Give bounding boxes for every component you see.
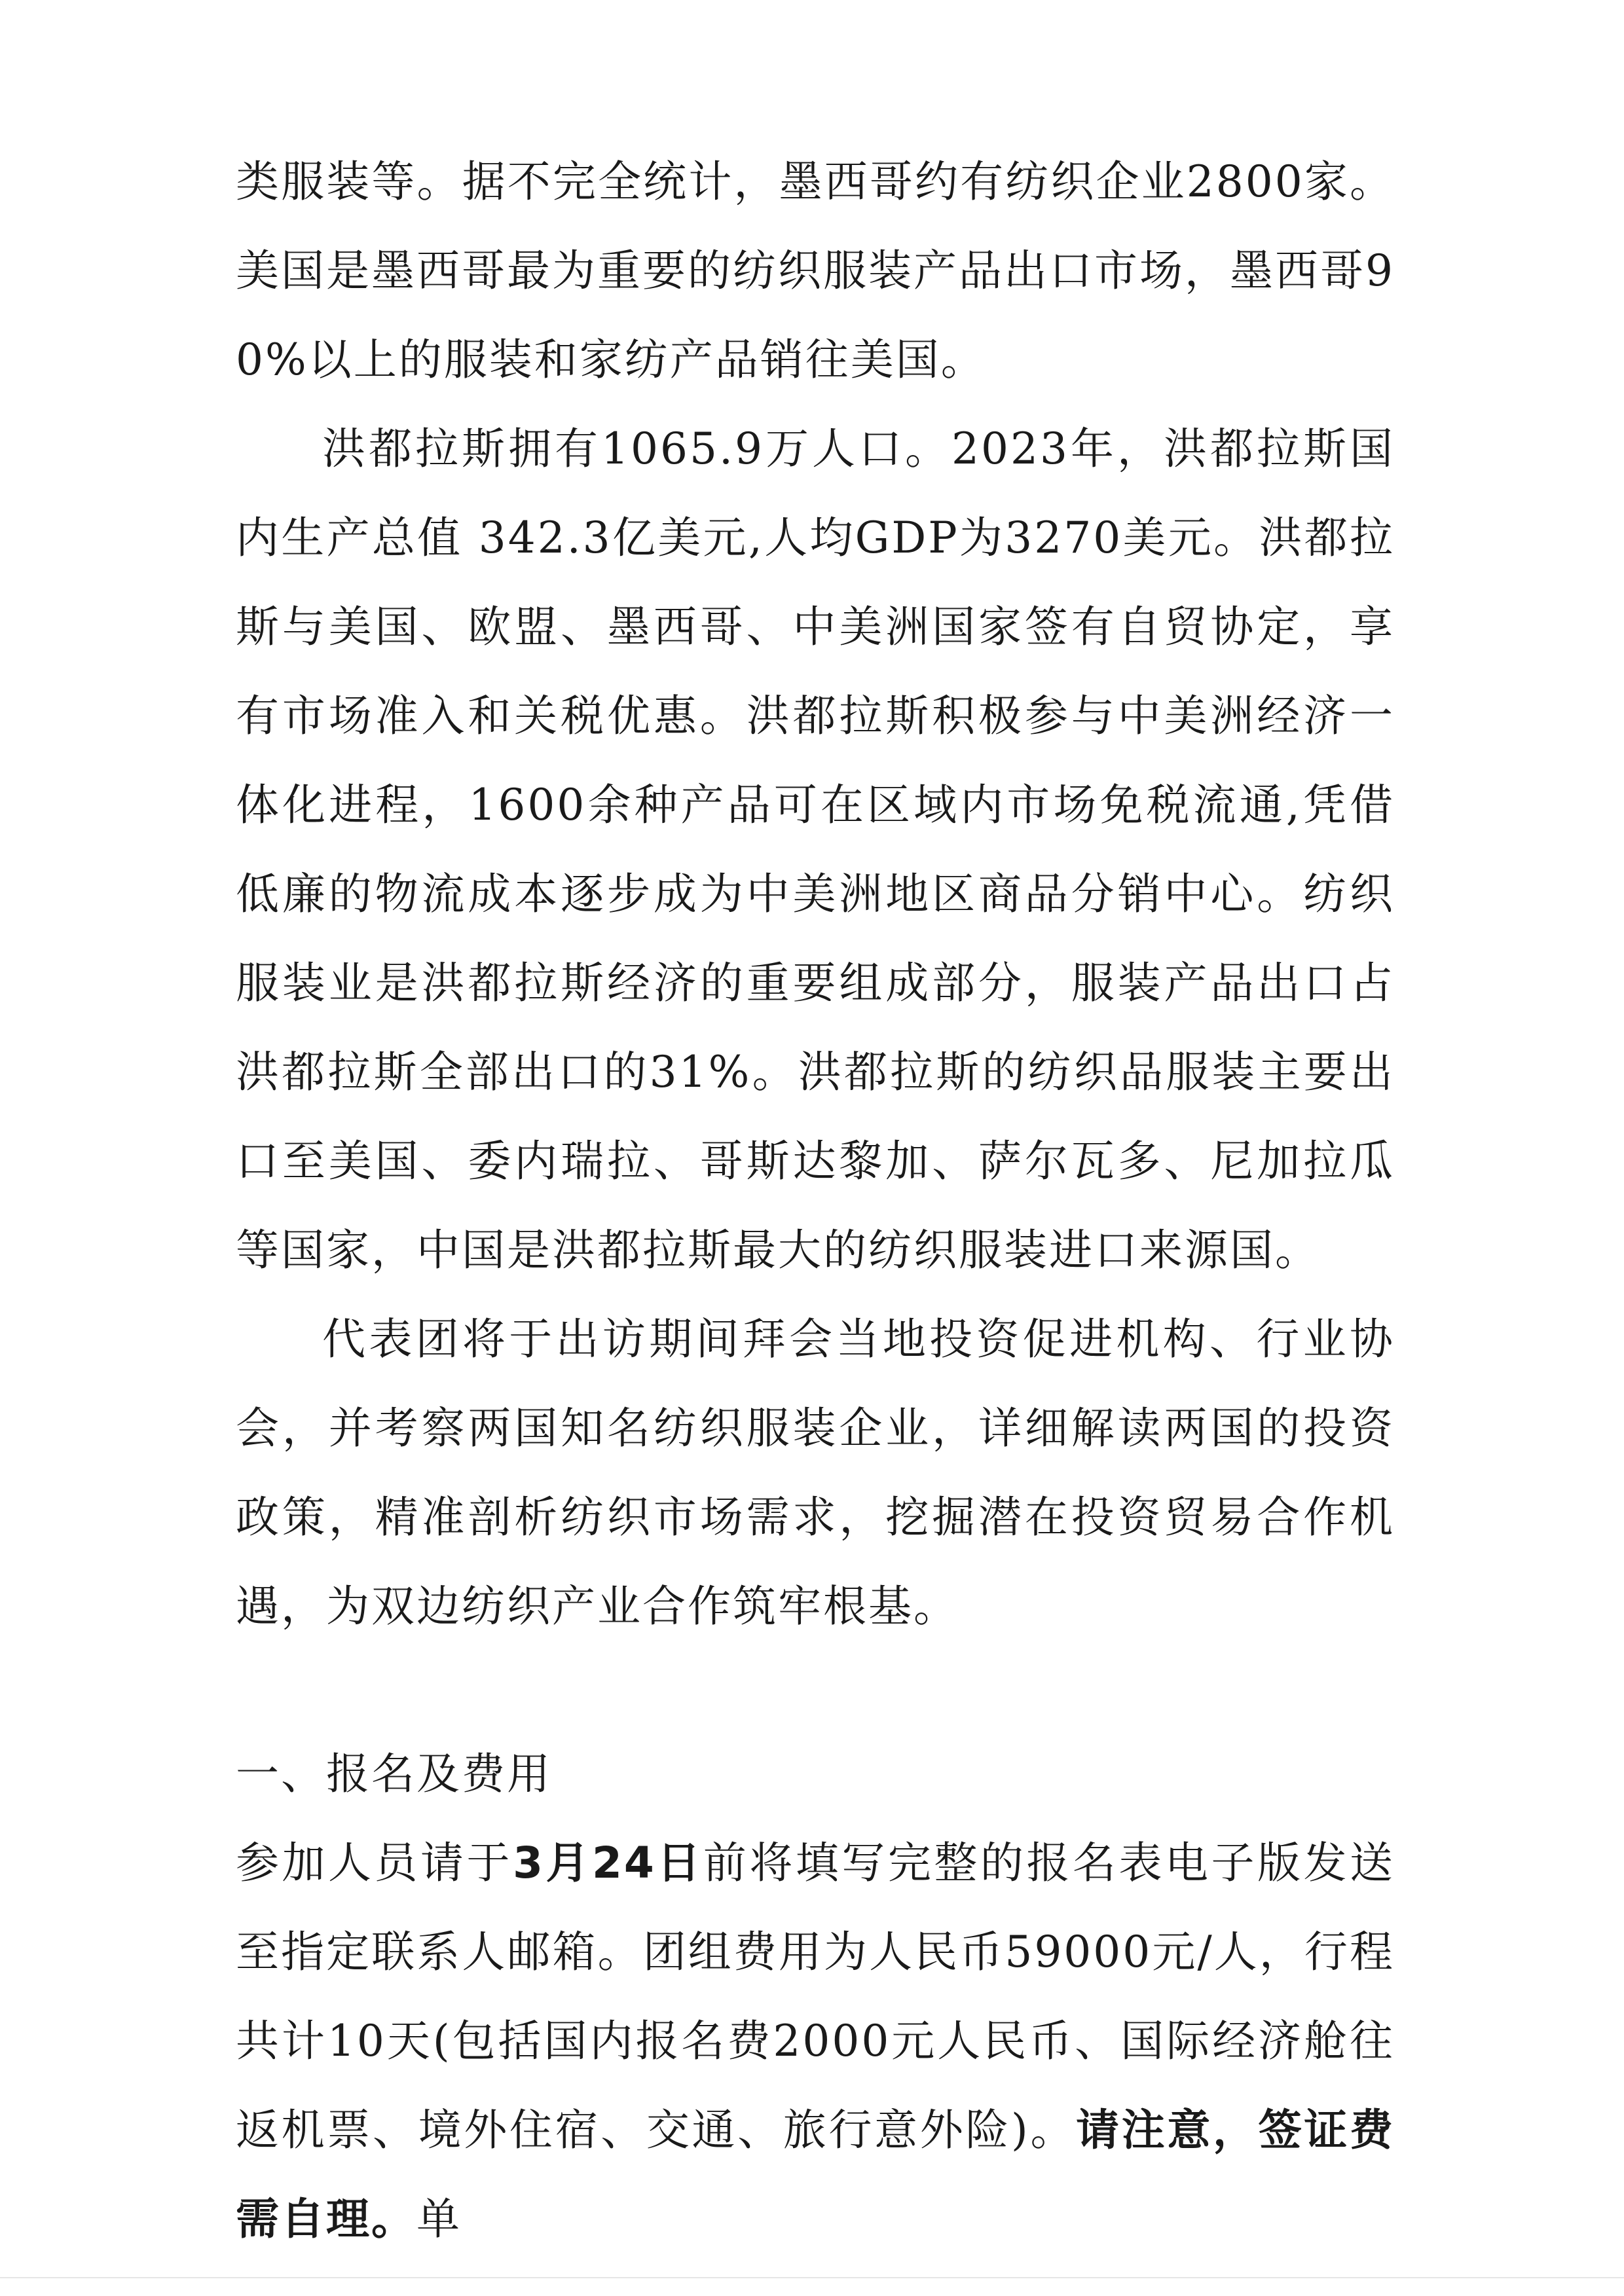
paragraph-registration [236,1819,1395,2264]
registration-text-part3: 单 [416,2194,462,2244]
scan-bottom-edge [0,2277,1624,2278]
registration-text-part1: 参加人员请于 [236,1838,513,1888]
registration-text-part2: 前将填写完整的报名表电子版发送至指定联系人邮箱。团组费用为人民币59000元/人，行程共计10天(包括国内报名费2000元人民币、国际经济舱往返机票、境外住宿、交通、旅行意外险)。 [236,1838,1395,2155]
visa-fee-notice: 请注意，签证费需自理。 [236,2105,1395,2244]
section-heading-registration-fees: 一、报名及费用 [236,1749,552,1799]
section-spacer [236,1651,1395,1730]
paragraph-honduras: 洪都拉斯拥有1065.9万人口。2023年，洪都拉斯国内生产总值 342.3亿美元,人均GDP为3270美元。洪都拉斯与美国、欧盟、墨西哥、中美洲国家签有自贸协定，享有市场准入和关税优惠。洪都拉斯积极参与中美洲经济一体化进程，1600余种产品可在区域内市场免税流通,凭借低廉的物流成本逐步成为中美洲地区商品分销中心。纺织服装业是洪都拉斯经济的重要组成部分，服装产品出口占洪都拉斯全部出口的31%。洪都拉斯的纺织品服装主要出口至美国、委内瑞拉、哥斯达黎加、萨尔瓦多、尼加拉瓜等国家，中国是洪都拉斯最大的纺织服装进口来源国。 [236,424,1395,1275]
registration-deadline: 3月24日 [513,1838,703,1888]
paragraph-mexico-textile: 类服装等。据不完全统计，墨西哥约有纺织企业2800家。美国是墨西哥最为重要的纺织服装产品出口市场，墨西哥90%以上的服装和家纺产品销往美国。 [236,156,1395,385]
document-body [236,137,1395,2264]
paragraph-delegation-visit: 代表团将于出访期间拜会当地投资促进机构、行业协会，并考察两国知名纺织服装企业，详细解读两国的投资政策，精准剖析纺织市场需求，挖掘潜在投资贸易合作机遇，为双边纺织产业合作筑牢根基。 [236,1314,1395,1631]
